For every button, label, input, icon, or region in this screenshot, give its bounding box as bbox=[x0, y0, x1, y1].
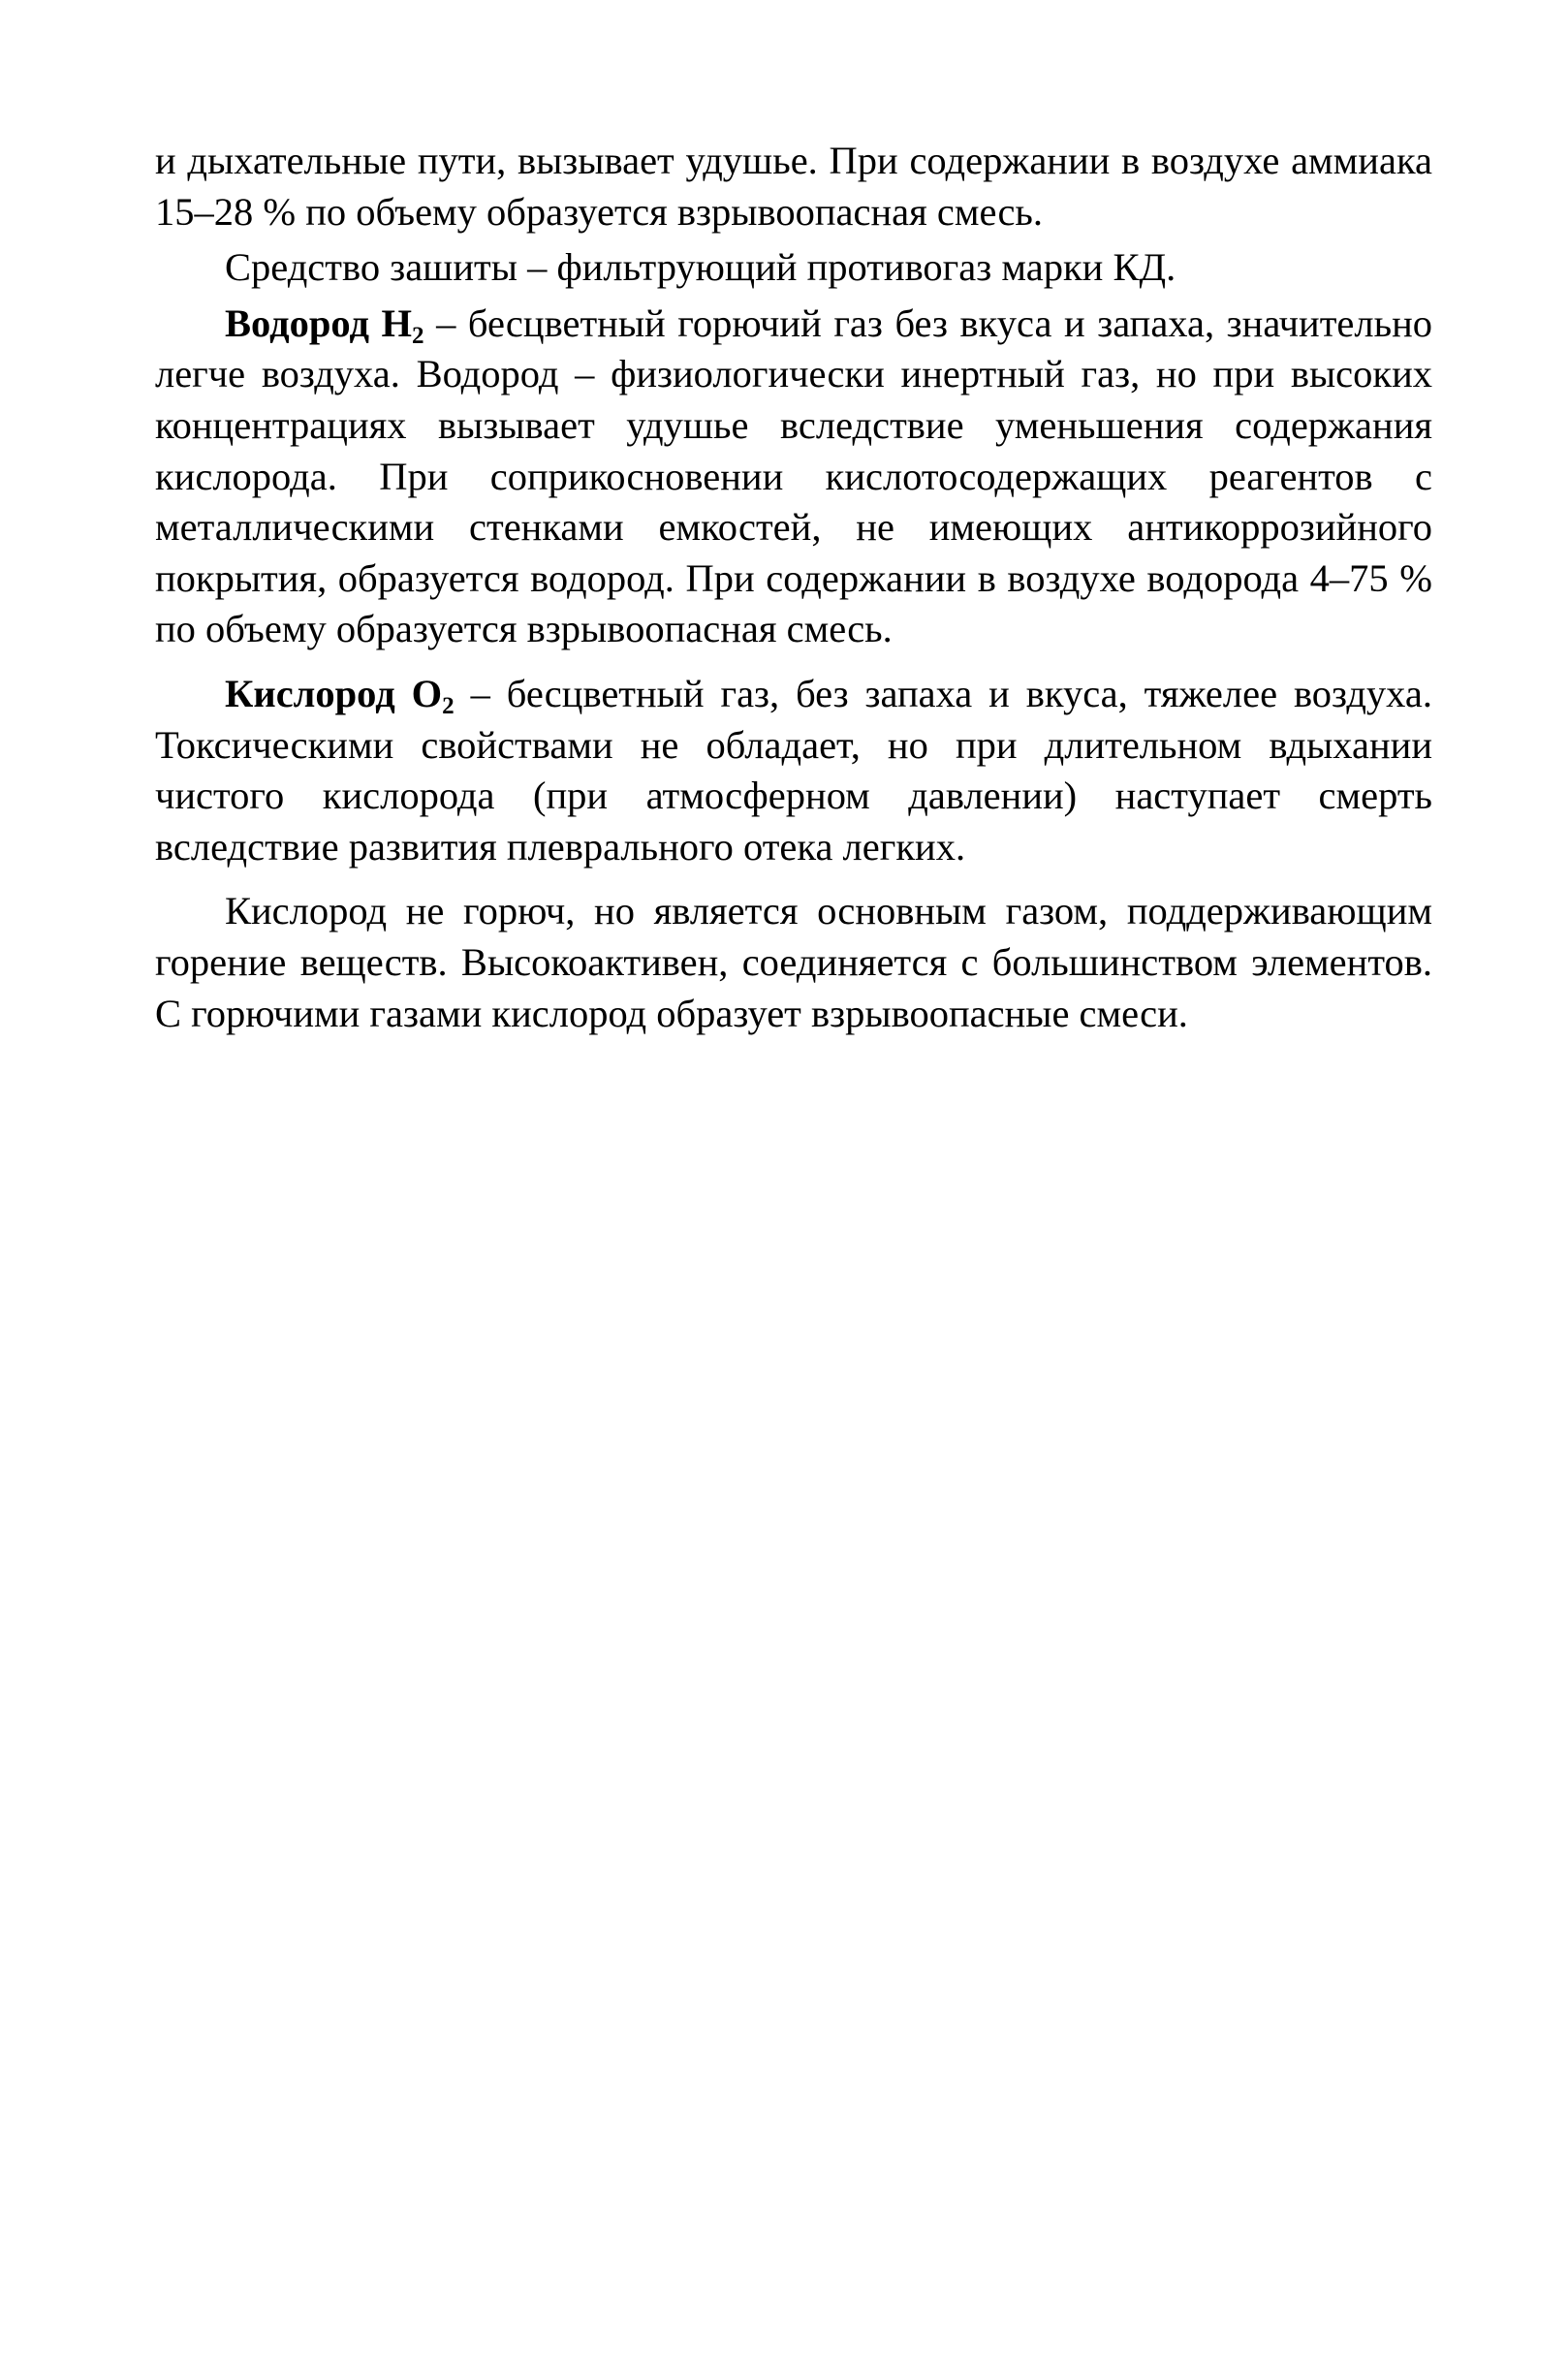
document-page bbox=[155, 136, 1432, 1039]
subscript-oxygen: 2 bbox=[442, 692, 455, 719]
paragraph-text: Кислород не горюч, но является основным газом, поддерживающим горение веществ. Высокоактивен, соединяется с большинством элементов. С горючими газами кислород образует взрывоопасные смеси. bbox=[155, 889, 1432, 1035]
paragraph-oxygen bbox=[155, 669, 1432, 872]
paragraph-text: – бесцветный газ, без запаха и вкуса, тяжелее воздуха. Токсическими свойствами не обладает, но при длительном вдыхании чистого кислорода (при атмосферном давлении) наступает смерть вследствие развития плеврального отека легких. bbox=[155, 671, 1432, 869]
paragraph-protection bbox=[155, 242, 1432, 294]
paragraph-text: Средство зашиты – фильтрующий противогаз марки КД. bbox=[225, 245, 1176, 290]
term-oxygen: Кислород O bbox=[225, 671, 443, 715]
paragraph-text: и дыхательные пути, вызывает удушье. При содержании в воздухе аммиака 15–28 % по объему образуется взрывоопасная смесь. bbox=[155, 139, 1432, 234]
term-hydrogen: Водород H bbox=[225, 300, 412, 345]
paragraph-ammonia-continuation bbox=[155, 136, 1432, 237]
subscript-hydrogen: 2 bbox=[411, 322, 424, 349]
paragraph-hydrogen bbox=[155, 299, 1432, 655]
paragraph-oxygen-properties bbox=[155, 886, 1432, 1039]
paragraph-text: – бесцветный горючий газ без вкуса и запаха, значительно легче воздуха. Водород – физиологически инертный газ, но при высоких концентрациях вызывает удушье вследствие уменьшения содержания кислорода. При соприкосновении кислотосодержащих реагентов с металлическими стенками емкостей, не имеющих антикоррозийного покрытия, образуется водород. При содержании в воздухе водорода 4–75 % по объему образуется взрывоопасная смесь. bbox=[155, 300, 1432, 651]
